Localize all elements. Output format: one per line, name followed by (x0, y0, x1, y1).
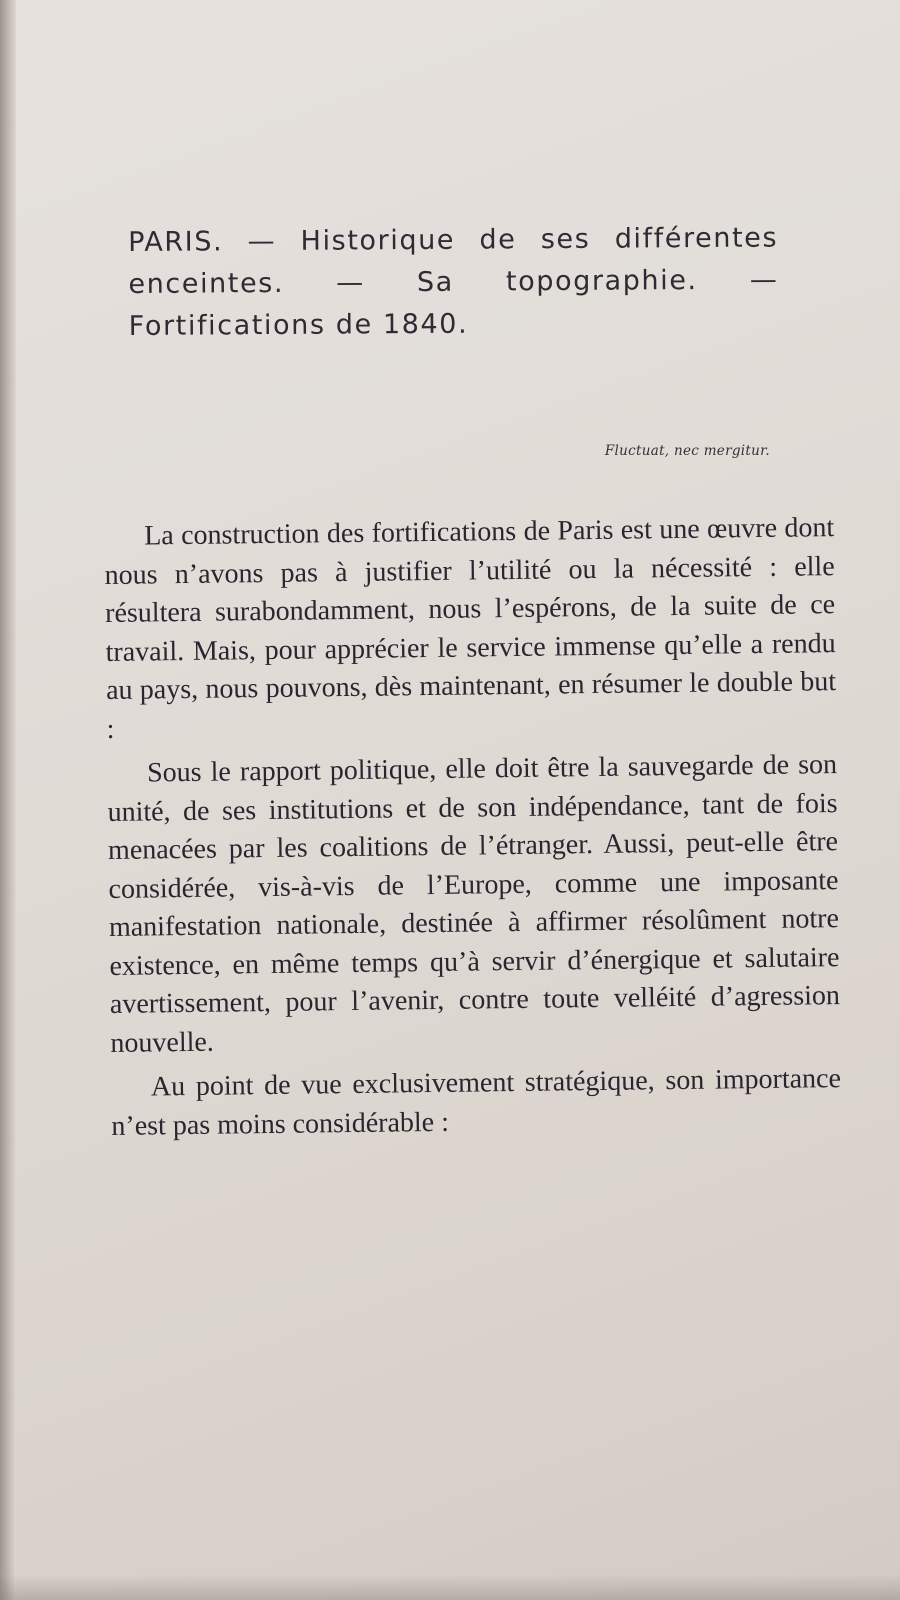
book-spine-shadow (0, 0, 16, 1600)
paragraph-3: Au point de vue exclusivement stratégique, son importance n’est pas moins considérable : (111, 1063, 842, 1142)
page-bottom-edge (0, 1574, 900, 1600)
body-text (104, 509, 842, 1152)
paragraph-2: Sous le rapport politique, elle doit être la sauvegarde de son unité, de ses institutions et de son indépendance, tant de fois menacées par les coalitions de l’étranger. Aussi, peut-elle être considérée, vis-à-vis de l’Europe, comme une imposante manifestation nationale, destinée à affirmer résolûment notre existence, en même temps qu’à servir d’énergique et salutaire avertissement, pour l’avenir, contre toute velléité d’agression nouvelle. (107, 749, 841, 1059)
paragraph-1: La construction des fortifications de Paris est une œuvre dont nous n’avons pas à justifier l’utilité ou la nécessité : elle résultera surabondamment, nous l’espérons, de la suite de ce travail. Mais, pour apprécier le service immense qu’elle a rendu au pays, nous pouvons, dès maintenant, en résumer le double but : (104, 512, 837, 745)
epigraph: Fluctuat, nec mergitur. (604, 443, 770, 459)
chapter-heading: PARIS. — Historique de ses différentes enceintes. — Sa topographie. — Fortifications de 1840. (128, 222, 779, 342)
